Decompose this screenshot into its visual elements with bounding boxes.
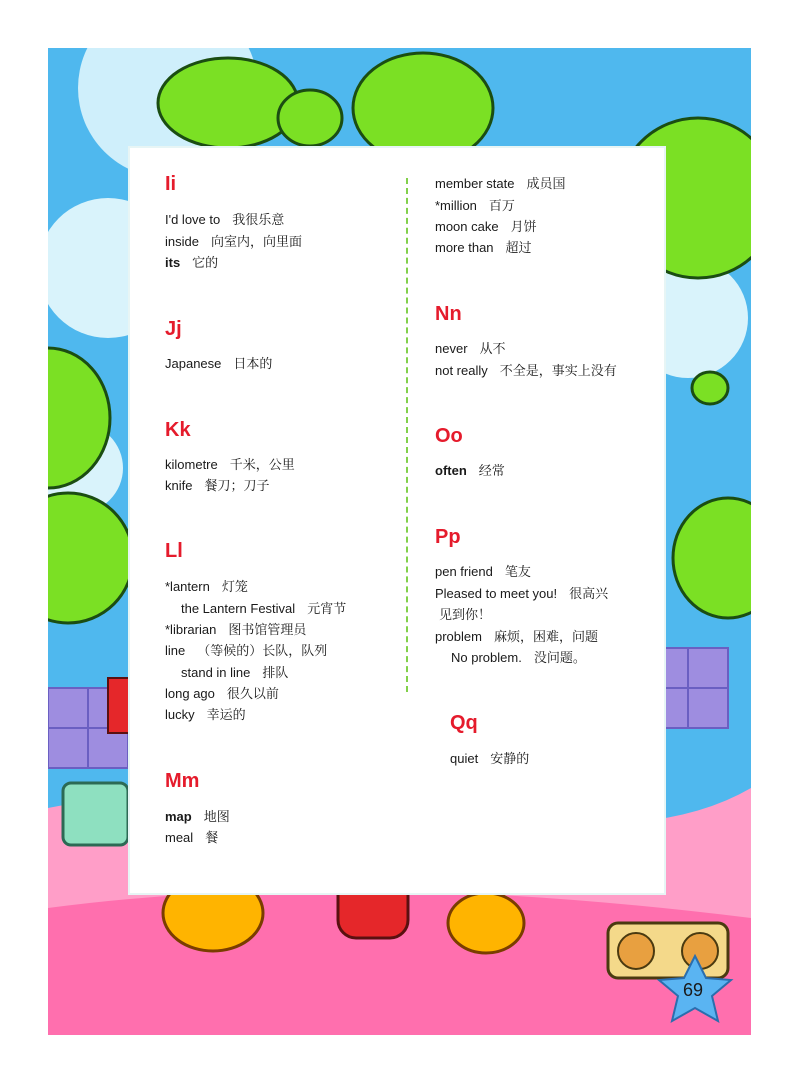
heading-ii: Ii bbox=[165, 173, 177, 195]
entry-problem: problem 麻烦，困难，问题 bbox=[435, 629, 598, 644]
entry-map: map 地图 bbox=[165, 809, 230, 824]
page-number: 69 bbox=[683, 980, 704, 1000]
entry-line: line （等候的）长队，队列 bbox=[165, 643, 328, 658]
heading-qq: Qq bbox=[450, 712, 478, 734]
heading-jj: Jj bbox=[165, 318, 182, 340]
entry-pleased-continuation: 见到你！ bbox=[439, 607, 492, 622]
entry-kilometre: kilometre 千米，公里 bbox=[165, 457, 295, 472]
entry-not-really: not really 不全是，事实上没有 bbox=[435, 363, 617, 378]
heading-oo: Oo bbox=[435, 425, 463, 447]
entry-id-love-to: I'd love to 我很乐意 bbox=[165, 212, 285, 227]
entry-inside: inside 向室内，向里面 bbox=[165, 234, 302, 249]
entry-meal: meal 餐 bbox=[165, 830, 219, 845]
heading-ll: Ll bbox=[165, 540, 183, 562]
entry-moon-cake: moon cake 月饼 bbox=[435, 219, 537, 234]
entry-pen-friend: pen friend 笔友 bbox=[435, 564, 531, 579]
entry-knife: knife 餐刀；刀子 bbox=[165, 478, 270, 493]
entry-more-than: more than 超过 bbox=[435, 240, 532, 255]
entry-quiet: quiet 安静的 bbox=[450, 751, 530, 766]
entry-lantern-festival: the Lantern Festival 元宵节 bbox=[181, 601, 347, 616]
column-divider bbox=[406, 178, 408, 692]
entry-its: its 它的 bbox=[165, 255, 219, 270]
entry-pleased-to-meet-you: Pleased to meet you! 很高兴 bbox=[435, 586, 609, 601]
entry-librarian: *librarian 图书馆管理员 bbox=[165, 622, 307, 637]
entry-often: often 经常 bbox=[435, 463, 505, 478]
entry-no-problem: No problem. 没问题。 bbox=[451, 650, 586, 665]
entry-million: *million 百万 bbox=[435, 198, 515, 213]
heading-nn: Nn bbox=[435, 303, 462, 325]
heading-pp: Pp bbox=[435, 526, 461, 548]
entry-japanese: Japanese 日本的 bbox=[165, 356, 273, 371]
entry-member-state: member state 成员国 bbox=[435, 176, 566, 191]
heading-kk: Kk bbox=[165, 419, 191, 441]
entry-long-ago: long ago 很久以前 bbox=[165, 686, 279, 701]
entry-never: never 从不 bbox=[435, 341, 506, 356]
entry-lantern: *lantern 灯笼 bbox=[165, 579, 248, 594]
entry-stand-in-line: stand in line 排队 bbox=[181, 665, 289, 680]
entry-lucky: lucky 幸运的 bbox=[165, 707, 246, 722]
heading-mm: Mm bbox=[165, 770, 200, 792]
